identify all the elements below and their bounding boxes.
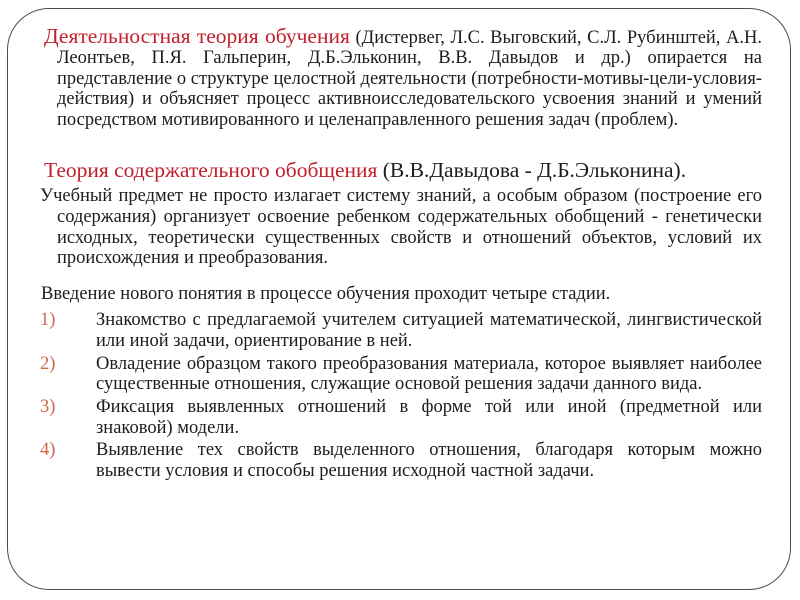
activity-theory-title: Деятельностная теория обучения — [44, 24, 350, 48]
stage-1-text: Знакомство с предлагаемой учителем ситуацией математической, лингвистической или иной задачи, ориентирование в ней. — [96, 310, 762, 351]
stage-item-1 — [40, 310, 762, 351]
generalization-theory-authors: (В.В.Давыдова - Д.Б.Эльконина). — [377, 158, 687, 183]
stage-item-4 — [40, 440, 762, 481]
stage-3-number: 3) — [40, 397, 56, 418]
slide-content — [40, 26, 762, 484]
stage-4-number: 4) — [40, 440, 56, 461]
stages-intro: Введение нового понятия в процессе обучения проходит четыре стадии. — [41, 284, 611, 305]
stage-item-3 — [40, 397, 762, 438]
stage-4-text: Выявление тех свойств выделенного отношения, благодаря которым можно вывести условия и способы решения исходной частной задачи. — [96, 440, 762, 482]
generalization-theory-title: Теория содержательного обобщения — [44, 158, 378, 183]
stage-3-text: Фиксация выявленных отношений в форме той или иной (предметной или знаковой) модели. — [96, 397, 762, 438]
stage-2-number: 2) — [40, 353, 56, 374]
generalization-theory-paragraph — [40, 160, 762, 184]
stage-1-number: 1) — [40, 310, 56, 331]
activity-theory-paragraph — [40, 26, 762, 130]
stages-list — [40, 310, 762, 482]
stage-2-text: Овладение образцом такого преобразования материала, которое выявляет наиболее существенные отношения, служащие основой решения задачи данного вида. — [96, 353, 762, 395]
subject-paragraph: Учебный предмет не просто излагает систему знаний, а особым образом (построение его содержания) организует освоение ребенком содержательных обобщений - генетически исходных, теоретически существенных свойств и отношений объектов, условий их происхождения и преобразования. — [40, 186, 762, 269]
activity-theory-body: (Дистервег, Л.С. Выговский, С.Л. Рубинштей, А.Н. Леонтьев, П.Я. Гальперин, Д.Б.Эльконин, В.В. Давыдов и др.) опирается на представление о структуре целостной деятельности (потребности-мотивы-цели-условия-действия) и объясняет процесс активноисследовательского усвоения знаний и умений посредством мотивированного и целенаправленного решения задач (проблем). — [57, 28, 762, 130]
stage-item-2 — [40, 354, 762, 395]
